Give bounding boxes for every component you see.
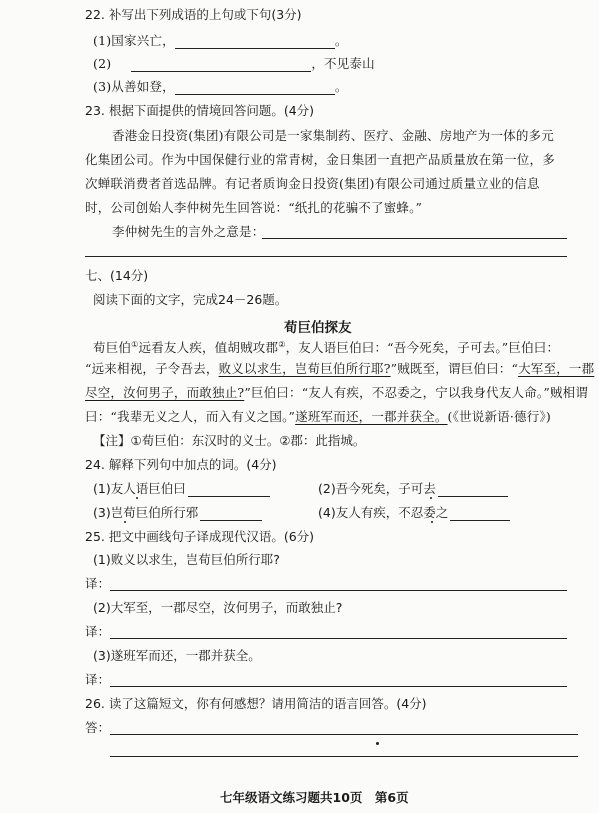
q24-item-1 xyxy=(93,481,270,497)
emphasis-dot-2 xyxy=(430,497,432,499)
q23-para-line-1: 香港金日投资(集团)有限公司是一家集制药、医疗、金融、房地产为一体的多元 xyxy=(112,128,554,143)
q25-title: 25. 把文中画线句子译成现代汉语。(6分) xyxy=(85,529,315,544)
q23-para-line-3: 次蝉联消费者首选品牌。有记者质询金日投资(集团)有限公司通过质量立业的信息 xyxy=(85,176,540,191)
passage-l1c: ，友人语巨伯曰：“吾今死矣，子可去。”巨伯曰： xyxy=(285,340,560,356)
q23-para-line-4: 时，公司创始人李仲树先生回答说：“纸扎的花骗不了蜜蜂。” xyxy=(85,200,423,215)
passage-underlined-2b: 尽空，汝何男子，而敢独止? xyxy=(85,385,245,400)
page-footer: 七年级语文练习题共10页 第6页 xyxy=(220,790,409,805)
q22-item-1-blank[interactable] xyxy=(175,36,335,49)
passage-l4a: 曰：“我辈无义之人，而入有义之国。” xyxy=(85,409,296,424)
q23-answer-line-1[interactable] xyxy=(262,238,567,239)
passage-l1a: 荀巨伯 xyxy=(93,340,132,356)
passage-l3b: ”巨伯曰：“友人有疾，不忍委之，宁以我身代友人命。”贼相谓 xyxy=(244,385,589,400)
q22-item-2 xyxy=(93,56,375,72)
passage-l2b: ”贼既至，谓巨伯曰：“ xyxy=(390,361,519,376)
speck xyxy=(376,742,379,745)
passage-underlined-3: 遂班军而还，一郡并获全。 xyxy=(295,409,448,424)
passage-underlined-2a: 大军至，一郡 xyxy=(518,361,595,376)
passage-l1b: 远看友人疾，值胡贼攻郡 xyxy=(138,340,279,356)
q25-answer-line-1[interactable] xyxy=(110,590,567,591)
q24-item-4 xyxy=(318,505,510,521)
q24-item-4-text: (4)友人有疾，不忍委之 xyxy=(318,505,449,520)
q25-yi-3: 译： xyxy=(85,672,111,687)
q23-title: 23. 根据下面提供的情境回答问题。(4分) xyxy=(85,103,315,118)
q22-item-3-text: (3)从善如登， xyxy=(93,79,175,94)
q24-item-1-text: (1)友人语巨伯曰 xyxy=(93,481,186,496)
emphasis-dot-4 xyxy=(431,521,433,523)
footnote-mark-1: ① xyxy=(131,340,139,349)
q22-item-3 xyxy=(93,79,348,95)
q22-title: 22. 补写出下列成语的上句或下句(3分) xyxy=(85,7,302,22)
q25-answer-line-2[interactable] xyxy=(110,638,567,639)
passage-line-1 xyxy=(93,337,559,356)
q22-item-1 xyxy=(93,33,348,49)
q26-answer-line-2[interactable] xyxy=(110,756,578,757)
q24-item-3 xyxy=(93,505,262,521)
q22-item-1-end: 。 xyxy=(334,33,348,48)
q24-item-2 xyxy=(318,481,508,497)
q24-item-3-text: (3)岂荀巨伯所行邪 xyxy=(93,505,199,520)
emphasis-dot-1 xyxy=(136,497,138,499)
q22-item-2-text: (2) xyxy=(93,56,112,71)
q26-title: 26. 读了这篇短文，你有何感想？请用简洁的语言回答。(4分) xyxy=(85,696,427,711)
q26-answer-line-1[interactable] xyxy=(110,734,578,735)
q24-item-1-blank[interactable] xyxy=(188,484,270,497)
passage-l2a: “远来相视，子令吾去， xyxy=(85,361,219,376)
q22-item-3-blank[interactable] xyxy=(175,82,335,95)
passage-underlined-1: 败义以求生，岂荀巨伯所行耶? xyxy=(218,361,391,376)
q24-item-2-text: (2)吾今死矣，子可去 xyxy=(318,481,436,496)
q23-question: 李仲树先生的言外之意是： xyxy=(112,224,265,239)
q22-item-3-end: 。 xyxy=(334,79,348,94)
section-7-title: 七、(14分) xyxy=(85,268,149,283)
section-7-intro: 阅读下面的文字，完成24－26题。 xyxy=(93,292,288,307)
q23-answer-line-2[interactable] xyxy=(85,256,567,257)
q24-item-3-blank[interactable] xyxy=(200,508,262,521)
q25-answer-line-3[interactable] xyxy=(110,686,567,687)
q23-para-line-2: 化集团公司。作为中国保健行业的常青树，金日集团一直把产品质量放在第一位，多 xyxy=(85,152,555,167)
q25-yi-1: 译： xyxy=(85,576,111,591)
passage-source: (《世说新语·德行》) xyxy=(447,409,551,424)
q26-da: 答： xyxy=(85,720,111,735)
q24-item-2-blank[interactable] xyxy=(438,484,508,497)
q22-item-1-text: (1)国家兴亡， xyxy=(93,33,175,48)
q25-sentence-2: (2)大军至，一郡尽空，汝何男子，而敢独止? xyxy=(93,600,343,615)
q24-item-4-blank[interactable] xyxy=(450,508,510,521)
q25-sentence-1: (1)败义以求生，岂荀巨伯所行耶? xyxy=(93,552,280,567)
passage-title: 荀巨伯探友 xyxy=(284,320,352,336)
passage-line-3 xyxy=(85,385,588,401)
q25-sentence-3: (3)遂班军而还，一郡并获全。 xyxy=(93,648,261,663)
q22-item-2-blank[interactable] xyxy=(131,59,311,72)
passage-note: 【注】①荀巨伯：东汉时的义士。②郡：此指城。 xyxy=(93,433,366,448)
q25-yi-2: 译： xyxy=(85,624,111,639)
q24-title: 24. 解释下列句中加点的词。(4分) xyxy=(85,457,277,472)
q22-item-2-end: ，不见泰山 xyxy=(311,56,375,71)
passage-line-2 xyxy=(85,361,594,377)
passage-line-4 xyxy=(85,409,551,425)
footnote-mark-2: ② xyxy=(278,340,286,349)
emphasis-dot-3 xyxy=(124,521,126,523)
